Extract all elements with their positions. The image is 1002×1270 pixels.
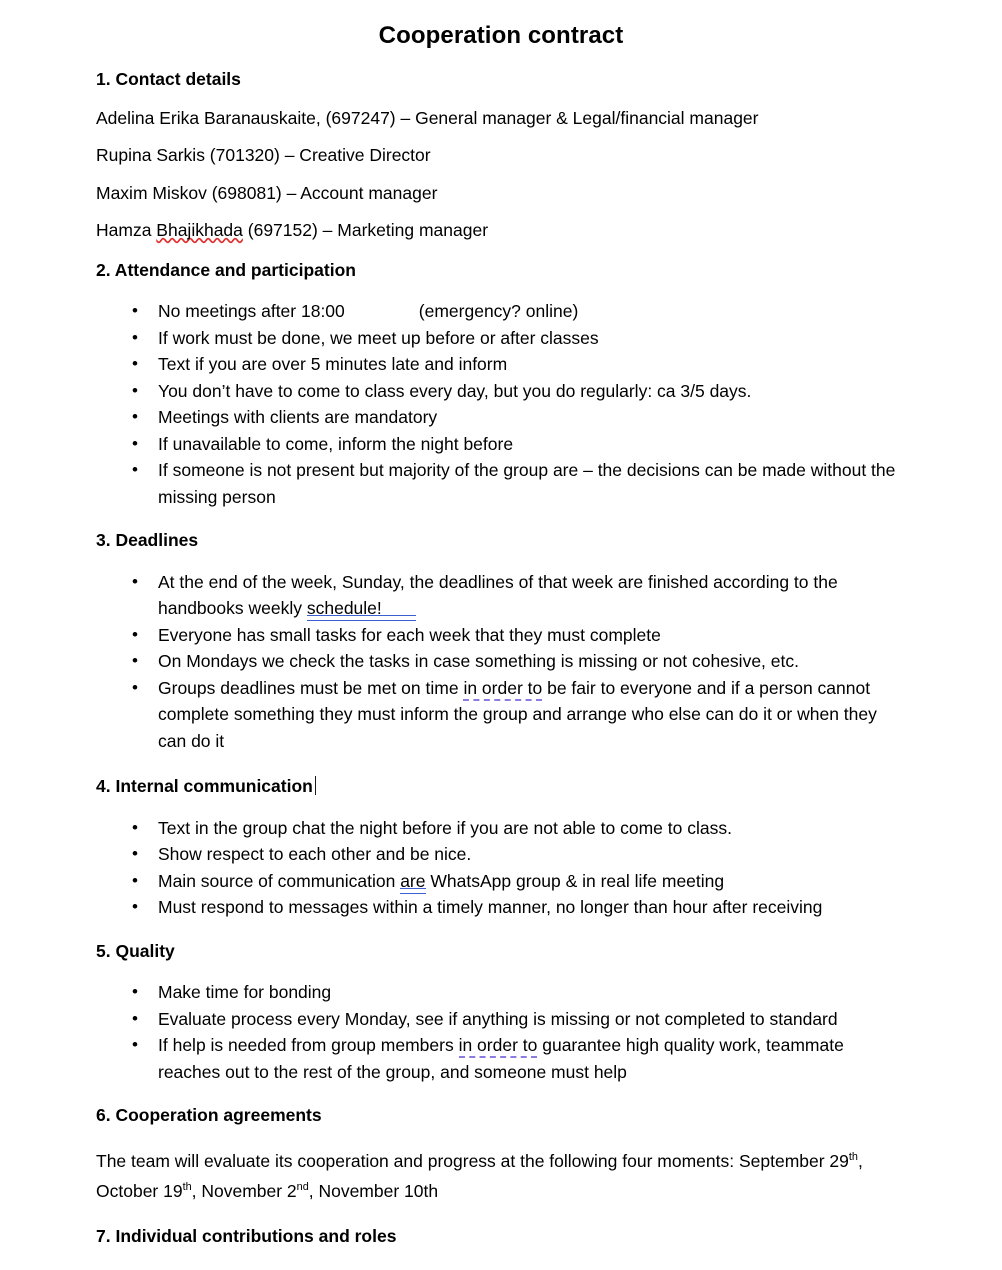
quality-item-2-text: Evaluate process every Monday, see if anything is missing or not completed to standard bbox=[158, 1008, 838, 1029]
list-item bbox=[96, 431, 906, 458]
attendance-bullet-list bbox=[96, 298, 906, 510]
deadlines-item-1-prefix: At the end of the week, Sunday, the deadlines of that week are finished according to the handbooks weekly bbox=[158, 571, 838, 618]
contact-person-2 bbox=[96, 147, 906, 165]
contact-person-4 bbox=[96, 222, 906, 240]
contact-person-3-text: Maxim Miskov (698081) – Account manager bbox=[96, 182, 438, 203]
attendance-item-4-text: You don’t have to come to class every day, but you do regularly: ca 3/5 days. bbox=[158, 380, 752, 401]
quality-item-1-text: Make time for bonding bbox=[158, 982, 332, 1002]
quality-bullet-list bbox=[96, 979, 906, 1085]
spacer bbox=[96, 1206, 906, 1228]
attendance-item-5-text: Meetings with clients are mandatory bbox=[158, 407, 438, 427]
cooperation-part-3: , November 2 bbox=[191, 1180, 297, 1201]
internal-item-3-prefix: Main source of communication bbox=[158, 870, 401, 891]
contact-person-1-text: Adelina Erika Baranauskaite, (697247) – General manager & Legal/financial manager bbox=[96, 107, 759, 128]
contact-person-3 bbox=[96, 182, 906, 203]
spacer bbox=[96, 202, 906, 222]
internal-item-2-text: Show respect to each other and be nice. bbox=[158, 844, 472, 864]
list-item bbox=[96, 675, 906, 755]
list-item bbox=[96, 1032, 906, 1085]
spacer bbox=[96, 1125, 906, 1146]
list-item bbox=[96, 298, 906, 325]
attendance-item-7-text: If someone is not present but majority of the group are – the decisions can be made without the missing person bbox=[158, 460, 896, 507]
list-item bbox=[96, 868, 906, 895]
spacer bbox=[96, 89, 906, 110]
list-item bbox=[96, 457, 906, 510]
spacer bbox=[96, 50, 906, 71]
list-item bbox=[96, 894, 906, 921]
list-item bbox=[96, 841, 906, 868]
spacer bbox=[96, 165, 906, 185]
attendance-item-2-text: If work must be done, we meet up before or after classes bbox=[158, 327, 599, 348]
spacer bbox=[96, 550, 906, 569]
list-item bbox=[96, 404, 906, 431]
list-item bbox=[96, 351, 906, 378]
document-title: Cooperation contract bbox=[378, 22, 624, 49]
heading-deadlines: 3. Deadlines bbox=[96, 530, 199, 550]
attendance-item-3-text: Text if you are over 5 minutes late and inform bbox=[158, 354, 508, 374]
contact-person-4-prefix: Hamza bbox=[96, 220, 157, 240]
contact-person-2-text: Rupina Sarkis (701320) – Creative Director bbox=[96, 145, 431, 165]
cooperation-paragraph bbox=[96, 1146, 906, 1206]
cooperation-part-4: , November 10th bbox=[308, 1180, 439, 1201]
list-item bbox=[96, 979, 906, 1006]
internal-item-3-suffix: WhatsApp group & in real life meeting bbox=[425, 870, 725, 891]
spellcheck-misspelled-word: Bhajikhada bbox=[156, 220, 243, 240]
list-item bbox=[96, 648, 906, 675]
attendance-item-1-note: (emergency? online) bbox=[418, 301, 579, 321]
internal-item-1-text: Text in the group chat the night before if you are not able to come to class. bbox=[158, 817, 732, 838]
internal-communication-bullet-list bbox=[96, 815, 906, 921]
internal-item-4-text: Must respond to messages within a timely manner, no longer than hour after receiving bbox=[158, 897, 823, 917]
list-item bbox=[96, 569, 906, 622]
spacer bbox=[96, 754, 906, 776]
list-item bbox=[96, 378, 906, 405]
list-item bbox=[96, 815, 906, 842]
spacer bbox=[96, 279, 906, 298]
style-flagged-phrase-in-order-to: in order to bbox=[458, 1035, 538, 1055]
deadlines-item-2-text: Everyone has small tasks for each week that they must complete bbox=[158, 624, 661, 645]
spacer bbox=[96, 127, 906, 147]
cooperation-part-2: , October 19 bbox=[96, 1150, 863, 1201]
ordinal-suffix-october: th bbox=[182, 1180, 192, 1193]
heading-contact-details: 1. Contact details bbox=[96, 69, 241, 89]
list-item bbox=[96, 1006, 906, 1033]
grammar-flagged-word-schedule: schedule! bbox=[306, 598, 382, 618]
contact-person-4-suffix: (697152) – Marketing manager bbox=[242, 220, 489, 240]
style-flagged-phrase-in-order-to: in order to bbox=[463, 677, 543, 698]
text-cursor-caret[interactable] bbox=[315, 776, 316, 795]
heading-internal-communication bbox=[96, 776, 906, 796]
spacer bbox=[96, 1085, 906, 1107]
deadlines-item-4-prefix: Groups deadlines must be met on time bbox=[158, 677, 464, 698]
contact-person-1 bbox=[96, 107, 906, 128]
deadlines-bullet-list bbox=[96, 569, 906, 755]
quality-item-3-suffix: guarantee high quality work, teammate reaches out to the rest of the group, and someone must help bbox=[158, 1035, 844, 1082]
attendance-item-1-text: No meetings after 18:00 bbox=[158, 301, 345, 321]
list-item bbox=[96, 622, 906, 649]
cooperation-part-1: The team will evaluate its cooperation and progress at the following four moments: September 29 bbox=[96, 1150, 849, 1171]
heading-internal-communication-text: 4. Internal communication bbox=[96, 776, 313, 796]
ordinal-suffix-september: th bbox=[848, 1150, 858, 1163]
heading-attendance: 2. Attendance and participation bbox=[96, 259, 356, 280]
ordinal-suffix-november: nd bbox=[296, 1180, 309, 1193]
attendance-item-6-text: If unavailable to come, inform the night before bbox=[158, 433, 514, 454]
spacer bbox=[96, 960, 906, 979]
heading-quality: 5. Quality bbox=[96, 940, 175, 961]
grammar-flagged-word-are: are bbox=[400, 870, 426, 891]
document-body bbox=[0, 50, 1002, 1245]
spacer bbox=[96, 240, 906, 262]
deadlines-item-4-suffix: be fair to everyone and if a person cannot complete something they must inform the group and arrange who else can do it or when they can do it bbox=[158, 677, 877, 751]
quality-item-3-prefix: If help is needed from group members bbox=[158, 1035, 459, 1055]
spacer bbox=[96, 796, 906, 815]
spacer bbox=[96, 921, 906, 943]
list-item bbox=[96, 325, 906, 352]
heading-cooperation-agreements: 6. Cooperation agreements bbox=[96, 1105, 322, 1125]
spacer bbox=[96, 510, 906, 532]
heading-individual-contributions: 7. Individual contributions and roles bbox=[96, 1225, 397, 1246]
deadlines-item-3-text: On Mondays we check the tasks in case something is missing or not cohesive, etc. bbox=[158, 651, 799, 671]
